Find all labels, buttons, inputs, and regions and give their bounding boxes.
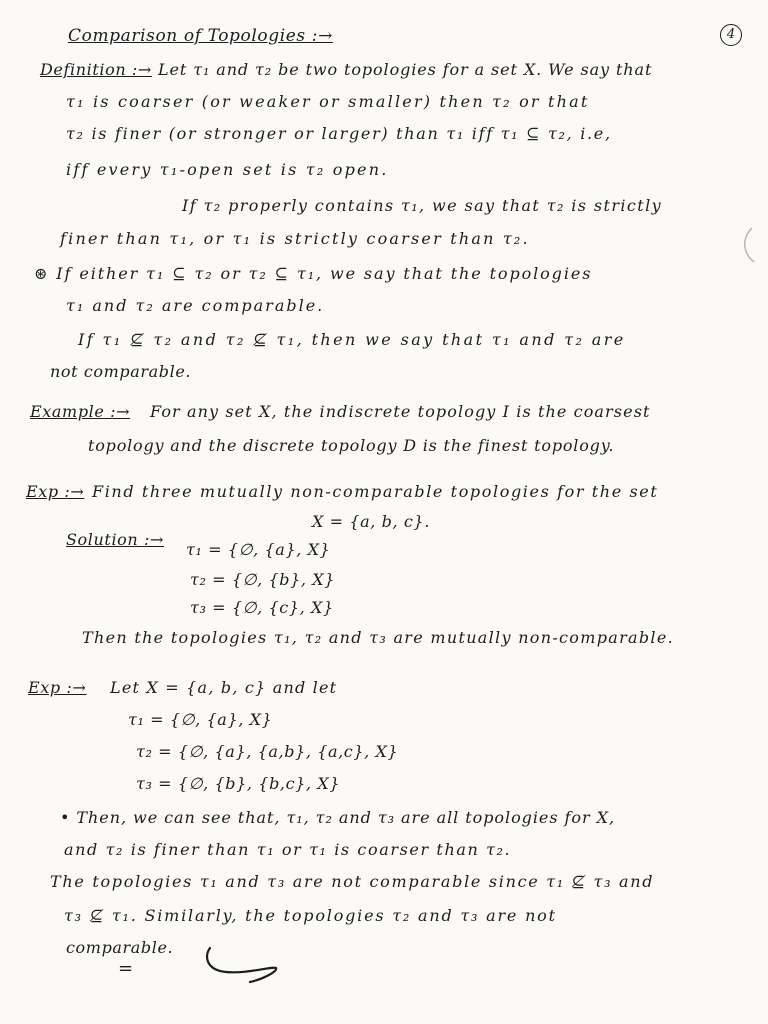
example-label: Example :→ (30, 402, 131, 421)
exp2-line: comparable. (66, 938, 174, 957)
noncomparable-line: not comparable. (50, 362, 192, 381)
definition-line: Let τ₁ and τ₂ be two topologies for a set X. We say that (158, 60, 653, 79)
definition-line: τ₁ is coarser (or weaker or smaller) then τ₂ or that (66, 92, 590, 111)
definition-line: τ₂ is finer (or stronger or larger) than τ₁ iff τ₁ ⊆ τ₂, i.e, (66, 124, 612, 143)
exp2-line: The topologies τ₁ and τ₃ are not comparable since τ₁ ⊈ τ₃ and (50, 872, 655, 891)
page-curl-icon (738, 226, 760, 266)
exp1-tau3: τ₃ = {∅, {c}, X} (190, 598, 334, 617)
exp1-tau2: τ₂ = {∅, {b}, X} (190, 570, 336, 589)
exp2-label: Exp :→ (28, 678, 87, 697)
definition-label: Definition :→ (40, 60, 152, 79)
noncomparable-line: If τ₁ ⊈ τ₂ and τ₂ ⊈ τ₁, then we say that τ₁ and τ₂ are (78, 330, 626, 349)
comparable-line: τ₁ and τ₂ are comparable. (66, 296, 325, 315)
exp2-line: • Then, we can see that, τ₁, τ₂ and τ₃ are all topologies for X, (60, 808, 615, 827)
exp1-conclusion: Then the topologies τ₁, τ₂ and τ₃ are mutually non-comparable. (82, 628, 674, 647)
exp2-line: and τ₂ is finer than τ₁ or τ₁ is coarser than τ₂. (64, 840, 512, 859)
strict-line: finer than τ₁, or τ₁ is strictly coarser than τ₂. (60, 229, 530, 248)
exp1-label: Exp :→ (26, 482, 85, 501)
exp1-tau1: τ₁ = {∅, {a}, X} (186, 540, 331, 559)
example-line: topology and the discrete topology D is the finest topology. (88, 436, 615, 455)
end-mark: = (118, 958, 134, 979)
page-title: Comparison of Topologies :→ (68, 26, 333, 46)
exp1-set: X = {a, b, c}. (312, 512, 430, 531)
page-number: 4 (720, 24, 742, 46)
solution-label: Solution :→ (66, 530, 164, 549)
exp2-intro: Let X = {a, b, c} and let (110, 678, 338, 697)
signature-icon (200, 940, 280, 986)
exp2-tau3: τ₃ = {∅, {b}, {b,c}, X} (136, 774, 341, 793)
example-line: For any set X, the indiscrete topology I is the coarsest (150, 402, 651, 421)
exp2-line: τ₃ ⊈ τ₁. Similarly, the topologies τ₂ and τ₃ are not (64, 906, 557, 925)
strict-line: If τ₂ properly contains τ₁, we say that τ₂ is strictly (182, 196, 663, 215)
exp2-tau2: τ₂ = {∅, {a}, {a,b}, {a,c}, X} (136, 742, 399, 761)
definition-line: iff every τ₁-open set is τ₂ open. (66, 160, 389, 179)
exp2-tau1: τ₁ = {∅, {a}, X} (128, 710, 273, 729)
comparable-line: ⊛ If either τ₁ ⊆ τ₂ or τ₂ ⊆ τ₁, we say that the topologies (34, 264, 593, 283)
exp1-line: Find three mutually non-comparable topologies for the set (92, 482, 659, 501)
